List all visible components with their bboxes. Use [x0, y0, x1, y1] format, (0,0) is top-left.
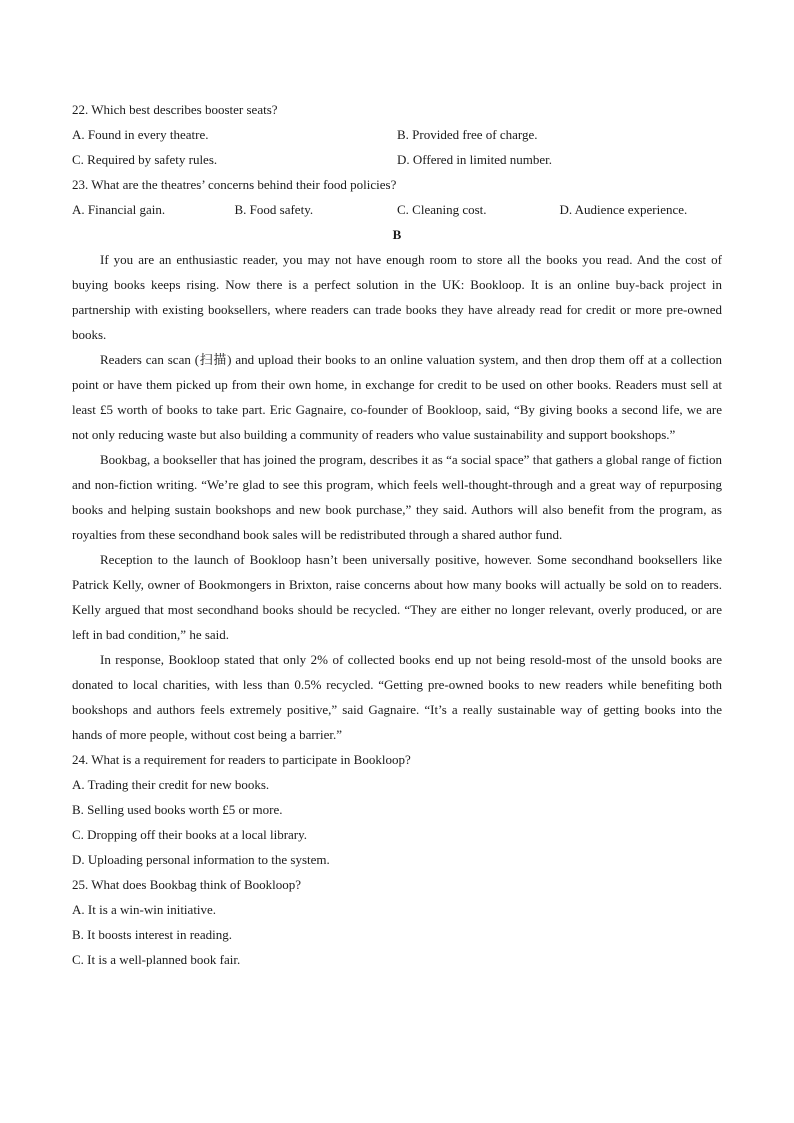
- option-24-c: C. Dropping off their books at a local library.: [72, 827, 308, 842]
- passage-paragraph: Reception to the launch of Bookloop hasn’t been universally positive, however. Some secondhand booksellers like Patrick Kelly, owner of Bookmongers in Brixton, raise concerns about how many books will actually be sold on to readers. Kelly argued that most secondhand books should be recycled. “They are either no longer relevant, overly produced, or are left in bad condition,” he said.: [72, 552, 722, 642]
- passage-paragraph: In response, Bookloop stated that only 2% of collected books end up not being resold-most of the unsold books are donated to local charities, with less than 0.5% recycled. “Getting pre-owned books to new readers while benefiting both bookshops and authors feels extremely positive,” said Gagnaire. “It’s a really sustainable way of getting books into the hands of more people, without cost being a barrier.”: [72, 652, 722, 742]
- option-22-a: A. Found in every theatre.: [72, 127, 209, 142]
- option-24-a: A. Trading their credit for new books.: [72, 777, 270, 792]
- question-22-options-row-1: [72, 122, 722, 147]
- passage-paragraph: Readers can scan (扫描) and upload their books to an online valuation system, and then drop them off at a collection point or have them picked up from their own home, in exchange for credit to be used on other books. Readers must sell at least £5 worth of books to take part. Eric Gagnaire, co-founder of Bookloop, said, “By giving books a second life, we are not only reducing waste but also building a community of readers who value sustainability and support bookshops.”: [72, 352, 722, 442]
- option-24-d: D. Uploading personal information to the system.: [72, 852, 330, 867]
- exam-page: [72, 97, 722, 972]
- passage-paragraph: If you are an enthusiastic reader, you may not have enough room to store all the books you read. And the cost of buying books keeps rising. Now there is a perfect solution in the UK: Bookloop. It is an online buy-back project in partnership with existing booksellers, where readers can trade books they have already read for credit or more pre-owned books.: [72, 252, 722, 342]
- option-23-a: A. Financial gain.: [72, 202, 166, 217]
- question-23-options: [72, 197, 722, 222]
- question-24: 24. What is a requirement for readers to participate in Bookloop?: [72, 752, 411, 767]
- option-25-c: C. It is a well-planned book fair.: [72, 952, 241, 967]
- option-22-d: D. Offered in limited number.: [397, 152, 553, 167]
- option-22-b: B. Provided free of charge.: [397, 127, 538, 142]
- question-25: 25. What does Bookbag think of Bookloop?: [72, 877, 302, 892]
- option-25-a: A. It is a win-win initiative.: [72, 902, 217, 917]
- option-23-c: C. Cleaning cost.: [397, 202, 487, 217]
- option-25-b: B. It boosts interest in reading.: [72, 927, 232, 942]
- question-23: 23. What are the theatres’ concerns behind their food policies?: [72, 177, 397, 192]
- question-22-options-row-2: [72, 147, 722, 172]
- question-22: 22. Which best describes booster seats?: [72, 102, 278, 117]
- option-22-c: C. Required by safety rules.: [72, 152, 218, 167]
- option-24-b: B. Selling used books worth £5 or more.: [72, 802, 283, 817]
- passage-paragraph: Bookbag, a bookseller that has joined the program, describes it as “a social space” that gathers a global range of fiction and non-fiction writing. “We’re glad to see this program, which feels well-thought-through and a great way of repurposing books and helping sustain bookshops and new book purchase,” they said. Authors will also benefit from the program, as royalties from these secondhand book sales will be redistributed through a shared author fund.: [72, 452, 722, 542]
- option-23-b: B. Food safety.: [234, 202, 314, 217]
- option-23-d: D. Audience experience.: [559, 202, 688, 217]
- section-label: B: [392, 227, 402, 242]
